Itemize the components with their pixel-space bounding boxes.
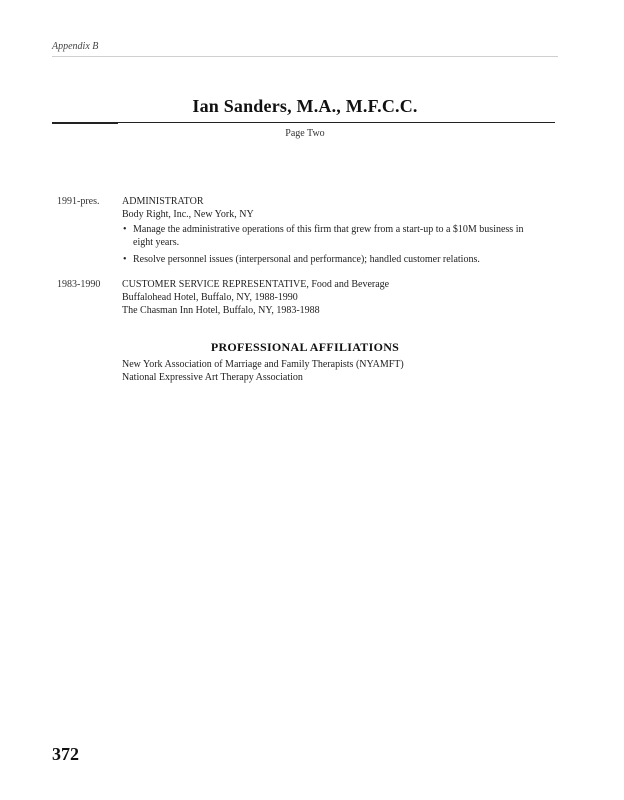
name-divider	[52, 122, 555, 123]
bullet-text: Manage the administrative operations of this firm that grew from a start-up to a $10M business in eight years.	[133, 224, 524, 248]
entry-body	[122, 278, 552, 317]
affiliations-list	[122, 358, 404, 384]
header-divider	[52, 56, 558, 57]
employer: Buffalohead Hotel, Buffalo, NY, 1988-1990	[122, 292, 298, 303]
bullet-item	[122, 253, 552, 266]
page-number: 372	[52, 744, 79, 764]
bullet-icon: •	[123, 254, 127, 265]
affiliation-item: National Expressive Art Therapy Association	[122, 372, 303, 383]
bullet-list	[122, 223, 552, 266]
job-title: ADMINISTRATOR	[122, 196, 204, 207]
bullet-item	[122, 223, 543, 249]
resume-name: Ian Sanders, M.A., M.F.C.C.	[192, 96, 418, 116]
employer: The Chasman Inn Hotel, Buffalo, NY, 1983-1988	[122, 305, 320, 316]
section-heading: PROFESSIONAL AFFILIATIONS	[210, 340, 400, 354]
running-header: Appendix B	[52, 41, 99, 52]
affiliation-item: New York Association of Marriage and Family Therapists (NYAMFT)	[122, 359, 404, 370]
page-label: Page Two	[285, 128, 325, 139]
job-title: CUSTOMER SERVICE REPRESENTATIVE, Food and Beverage	[122, 279, 390, 290]
entry-dates: 1983-1990	[57, 279, 101, 290]
entry-dates: 1991-pres.	[57, 196, 100, 207]
entry-body	[122, 195, 552, 270]
name-divider-accent	[52, 123, 118, 124]
bullet-text: Resolve personnel issues (interpersonal and performance); handled customer relations.	[133, 254, 480, 265]
employer: Body Right, Inc., New York, NY	[122, 209, 254, 220]
bullet-icon: •	[123, 224, 127, 235]
